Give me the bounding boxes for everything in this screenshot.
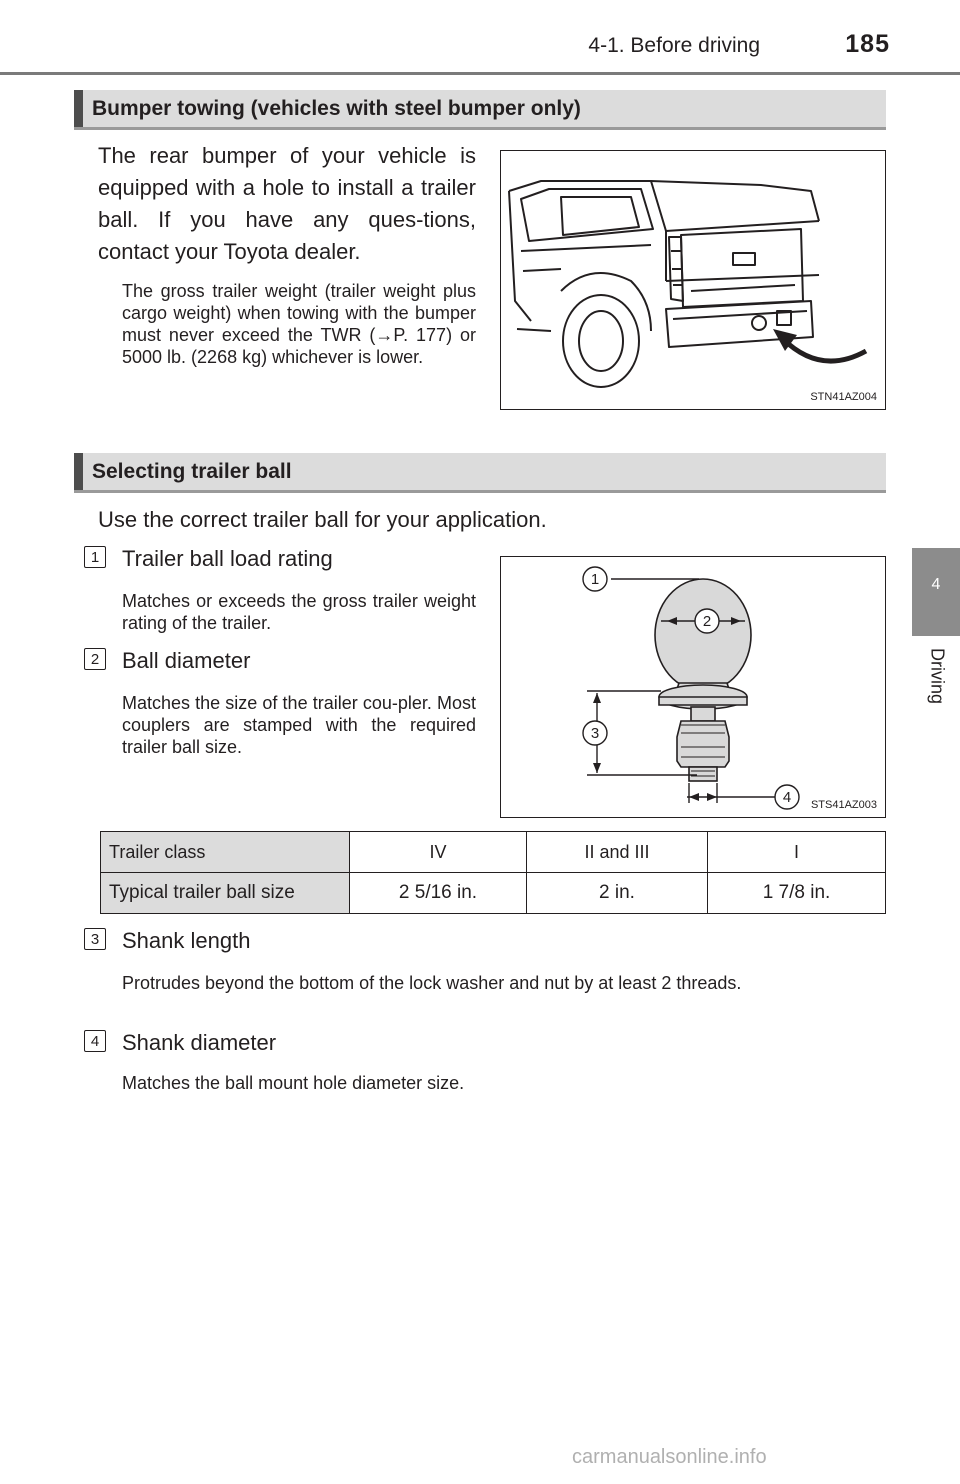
- item-title-ball-diameter: Ball diameter: [122, 648, 251, 673]
- table-row: [101, 873, 886, 914]
- section-title-selecting-ball: Selecting trailer ball: [92, 460, 292, 483]
- page-number: 185: [845, 30, 890, 58]
- figure-code-ball: STS41AZ003: [810, 799, 877, 811]
- section-bar-selecting-ball: [74, 453, 886, 493]
- table-cell: 1 7/8 in.: [708, 873, 886, 914]
- ball-intro-text: Use the correct trailer ball for your application.: [98, 507, 547, 532]
- table-header-cell: IV: [350, 832, 527, 873]
- bumper-intro-text: The rear bumper of your vehicle is equipped with a hole to install a trailer ball. If you have any ques-tions, contact your Toyota dealer.: [98, 143, 476, 264]
- note-text-before: The gross trailer weight (trailer weight plus cargo weight) when towing with the bumper must never exceed the TWR (: [122, 281, 476, 345]
- item-number-2: 2: [84, 648, 106, 670]
- section-title-bumper-towing: Bumper towing (vehicles with steel bumper only): [92, 97, 581, 120]
- callout-3: 3: [590, 725, 600, 742]
- item-title-shank-length: Shank length: [122, 928, 251, 953]
- chapter-tab-number: 4: [931, 576, 941, 593]
- item-desc-shank-length: Protrudes beyond the bottom of the lock washer and nut by at least 2 threads.: [122, 973, 742, 993]
- table-header-cell: I: [708, 832, 886, 873]
- figure-trailer-ball: [500, 556, 886, 818]
- chapter-side-label: [917, 648, 957, 748]
- item-desc-load-rating: Matches or exceeds the gross trailer weight rating of the trailer.: [122, 591, 476, 633]
- section-bar-bumper-towing: [74, 90, 886, 130]
- item-number-1: 1: [84, 546, 106, 568]
- table-header-cell: II and III: [527, 832, 708, 873]
- item-desc-ball-diameter: Matches the size of the trailer cou-pler. Most couplers are stamped with the required trailer ball size.: [122, 693, 476, 757]
- note-text-after: ) or 5000 lb. (2268 kg) whichever is lower.: [122, 325, 476, 367]
- table-header-row: [101, 832, 886, 873]
- item-number-3: 3: [84, 928, 106, 950]
- section-heading: 4-1. Before driving: [588, 34, 760, 57]
- figure-code-bumper: STN41AZ004: [810, 391, 877, 403]
- arrow-right-icon: →: [375, 325, 394, 345]
- header-rule: [0, 72, 960, 75]
- table-cell: Typical trailer ball size: [101, 873, 350, 914]
- callout-1: 1: [590, 571, 600, 588]
- chapter-side-label-text: Driving: [927, 648, 948, 705]
- watermark: carmanualsonline.info: [572, 1446, 767, 1468]
- item-number-4: 4: [84, 1030, 106, 1052]
- trailer-ball-size-table: [100, 831, 886, 914]
- trailer-ball-illustration: [501, 557, 885, 817]
- callout-2: 2: [702, 613, 712, 630]
- table-cell: 2 in.: [527, 873, 708, 914]
- table-cell: 2 5/16 in.: [350, 873, 527, 914]
- bumper-weight-note: [122, 280, 476, 368]
- page-reference: P. 177: [393, 325, 447, 345]
- item-desc-shank-diameter: Matches the ball mount hole diameter size.: [122, 1073, 465, 1093]
- figure-truck-rear-bumper: [500, 150, 886, 410]
- callout-4: 4: [782, 789, 792, 806]
- item-title-shank-diameter: Shank diameter: [122, 1030, 277, 1055]
- truck-rear-illustration: [501, 151, 885, 409]
- table-header-cell: Trailer class: [101, 832, 350, 873]
- item-title-load-rating: Trailer ball load rating: [122, 546, 333, 571]
